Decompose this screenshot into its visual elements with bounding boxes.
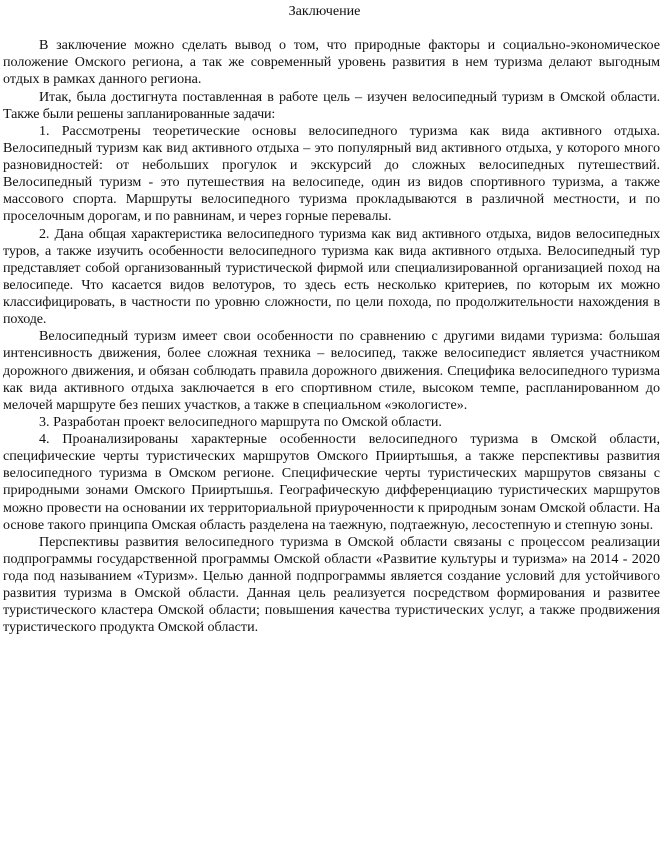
paragraph-intro: В заключение можно сделать вывод о том, что природные факторы и социально-экономическое положение Омского региона, а так же современный уровень развития в нем туризма делают выгодным отдых в рамках данного региона. (3, 37, 660, 88)
paragraph-task-3: 3. Разработан проект велосипедного маршрута по Омской области. (39, 413, 442, 430)
paragraph-task-1: 1. Рассмотрены теоретические основы велосипедного туризма как вида активного отдыха. Велосипедный туризм как вид активного отдыха – это популярный вид активного отдыха, у которого много разновидностей: от небольших прогулок и экскурсий до сложных велосипедных путешествий. Велосипедный туризм - это путешествия на велосипеде, один из видов спортивного туризма, а также массового спорта. Маршруты велосипедного туризма прокладываются в различной местности, и по проселочным дорогам, и по равнинам, и через горные перевалы. (3, 122, 660, 225)
document-page (3, 3, 660, 637)
paragraph-goal: Итак, была достигнута поставленная в работе цель – изучен велосипедный туризм в Омской области. Также были решены запланированные задачи: (3, 88, 660, 122)
paragraph-prospects: Перспективы развития велосипедного туризма в Омской области связаны с процессом реализации подпрограммы государственной программы Омской области «Развитие культуры и туризма» на 2014 - 2020 года под называнием «Туризм». Целью данной подпрограммы является создание условий для устойчивого развития туризма в Омской области. Данная цель реализуется посредством формирования и развитее туристического кластера Омской области; повышения качества туристических услуг, а также продвижения туристического продукта Омской области. (3, 533, 660, 636)
document-title: Заключение (288, 3, 361, 19)
paragraph-task-2: 2. Дана общая характеристика велосипедного туризма как вид активного отдыха, видов велосипедных туров, а также изучить особенности велосипедного туризма как вида активного отдыха. Велосипедный тур представляет собой организованный туристической фирмой или специализированной организацией поход на велосипеде. Что касается видов велотуров, то здесь есть несколько критериев, по которым их можно классифицировать, в частности по уровню сложности, по цели похода, по продолжительности нахождения в походе. (3, 225, 660, 328)
paragraph-task-4: 4. Проанализированы характерные особенности велосипедного туризма в Омской области, специфические черты туристических маршрутов Омского Прииртышья, а также перспективы развития велосипедного туризма в Омском регионе. Специфические черты туристических маршрутов связаны с природными зонами Омского Прииртышья. Географическую дифференциацию туристических маршрутов можно провести на основании их территориальной приуроченности к природным зонам Омской области. На основе такого принципа Омская область разделена на таежную, подтаежную, лесостепную и степную зоны. (3, 431, 660, 533)
paragraph-cycling-features: Велосипедный туризм имеет свои особенности по сравнению с другими видами туризма: большая интенсивность движения, более сложная техника – велосипед, также велосипедист является участником дорожного движения, и обязан соблюдать правила дорожного движения. Специфика велосипедного туризма как вида активного отдыха заключается в его спортивном стиле, высоком темпе, распланированном до мелочей маршруте без пеших участков, а также в специальном «экологисте». (3, 328, 660, 413)
